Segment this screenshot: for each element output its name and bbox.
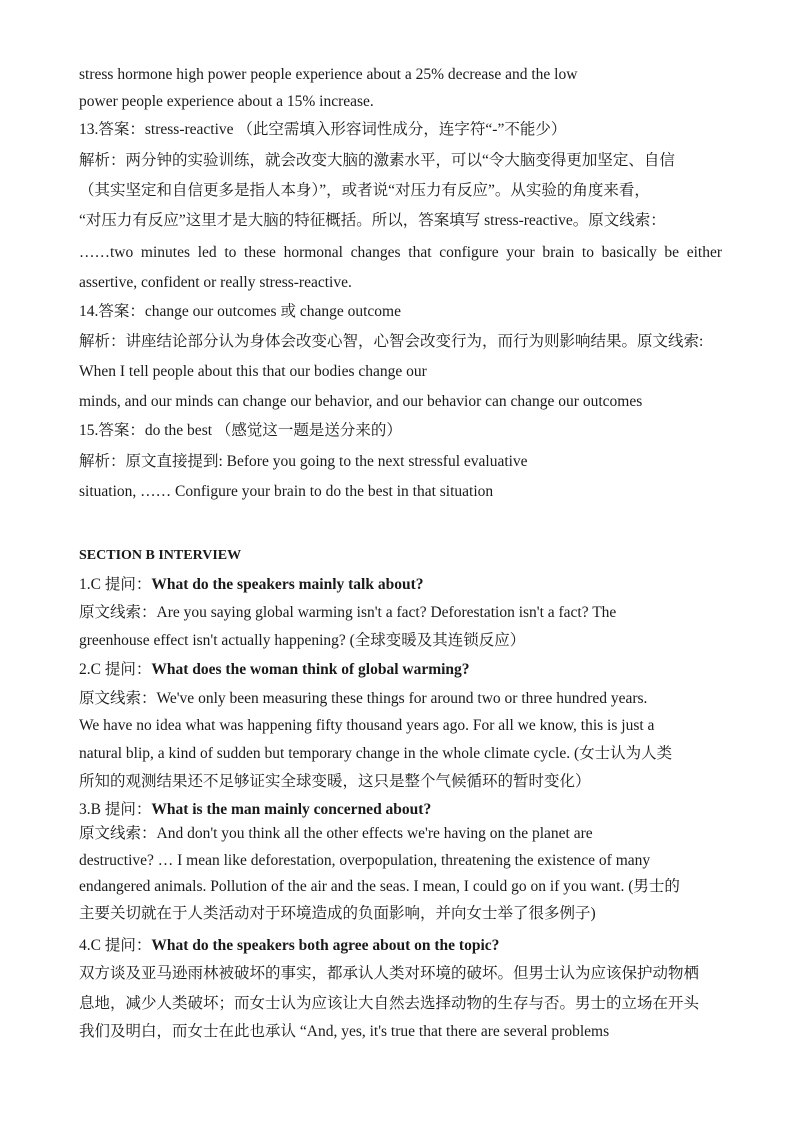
question-prefix: 3.B 提问： bbox=[79, 801, 152, 818]
text-line: “对压力有反应”这里才是大脑的特征概括。所以，答案填写 stress-reactive。原文线索： bbox=[79, 212, 666, 229]
text-line: 所知的观测结果还不足够证实全球变暖，这只是整个气候循环的暂时变化） bbox=[79, 773, 591, 790]
text-line: stress hormone high power people experience about a 25% decrease and the low bbox=[79, 66, 578, 83]
text-line: 原文线索：Are you saying global warming isn't a fact? Deforestation isn't a fact? The bbox=[79, 604, 617, 621]
question-text: What does the woman think of global warming? bbox=[151, 661, 470, 678]
answer-13: 13.答案：stress-reactive （此空需填入形容词性成分，连字符“-”不能少） bbox=[79, 121, 567, 138]
question-prefix: 4.C 提问： bbox=[79, 937, 152, 954]
text-line: 主要关切就在于人类活动对于环境造成的负面影响，并向女士举了很多例子) bbox=[79, 905, 596, 922]
question-prefix: 2.C 提问： bbox=[79, 661, 152, 678]
text-line: greenhouse effect isn't actually happening? (全球变暖及其连锁反应） bbox=[79, 632, 526, 649]
text-line: 原文线索：We've only been measuring these things for around two or three hundred years. bbox=[79, 690, 648, 707]
text-line: 双方谈及亚马逊雨林被破坏的事实，都承认人类对环境的破坏。但男士认为应该保护动物栖 bbox=[79, 965, 700, 982]
text-line: We have no idea what was happening fifty thousand years ago. For all we know, this is just a bbox=[79, 717, 655, 734]
section-title: SECTION B INTERVIEW bbox=[79, 548, 242, 563]
question-2 bbox=[79, 659, 470, 681]
question-text: What do the speakers mainly talk about? bbox=[151, 576, 424, 593]
text-line: 原文线索：And don't you think all the other effects we're having on the planet are bbox=[79, 825, 593, 842]
question-3 bbox=[79, 799, 431, 821]
text-line: situation, …… Configure your brain to do the best in that situation bbox=[79, 483, 494, 500]
analysis-14: 解析：讲座结论部分认为身体会改变心智，心智会改变行为，而行为则影响结果。原文线索: bbox=[79, 333, 704, 350]
text-line: natural blip, a kind of sudden but temporary change in the whole climate cycle. (女士认为人类 bbox=[79, 745, 673, 762]
text-line: （其实坚定和自信更多是指人本身）”，或者说“对压力有反应”。从实验的角度来看， bbox=[79, 182, 650, 199]
question-4 bbox=[79, 935, 499, 957]
question-text: What is the man mainly concerned about? bbox=[151, 801, 432, 818]
question-text: What do the speakers both agree about on the topic? bbox=[151, 937, 500, 954]
text-line: 我们及明白，而女士在此也承认 “And, yes, it's true that there are several problems bbox=[79, 1023, 610, 1040]
text-line: power people experience about a 15% increase. bbox=[79, 93, 374, 110]
text-line: minds, and our minds can change our behavior, and our behavior can change our outcomes bbox=[79, 393, 643, 410]
analysis-13: 解析：两分钟的实验训练，就会改变大脑的激素水平，可以“令大脑变得更加坚定、自信 bbox=[79, 152, 675, 169]
text-line: assertive, confident or really stress-reactive. bbox=[79, 274, 352, 291]
text-line: When I tell people about this that our bodies change our bbox=[79, 363, 427, 380]
text-line: destructive? … I mean like deforestation, overpopulation, threatening the existence of many bbox=[79, 852, 651, 869]
question-prefix: 1.C 提问： bbox=[79, 576, 152, 593]
text-line: 息地，减少人类破坏；而女士认为应该让大自然去选择动物的生存与否。男士的立场在开头 bbox=[79, 995, 700, 1012]
text-line: endangered animals. Pollution of the air and the seas. I mean, I could go on if you want. (男士的 bbox=[79, 878, 680, 895]
analysis-15: 解析：原文直接提到: Before you going to the next stressful evaluative bbox=[79, 453, 528, 470]
text-line: ……two minutes led to these hormonal changes that configure your brain to basically be either bbox=[79, 244, 722, 261]
question-1 bbox=[79, 574, 424, 596]
answer-15: 15.答案：do the best （感觉这一题是送分来的） bbox=[79, 422, 402, 439]
answer-14: 14.答案：change our outcomes 或 change outcome bbox=[79, 303, 401, 320]
